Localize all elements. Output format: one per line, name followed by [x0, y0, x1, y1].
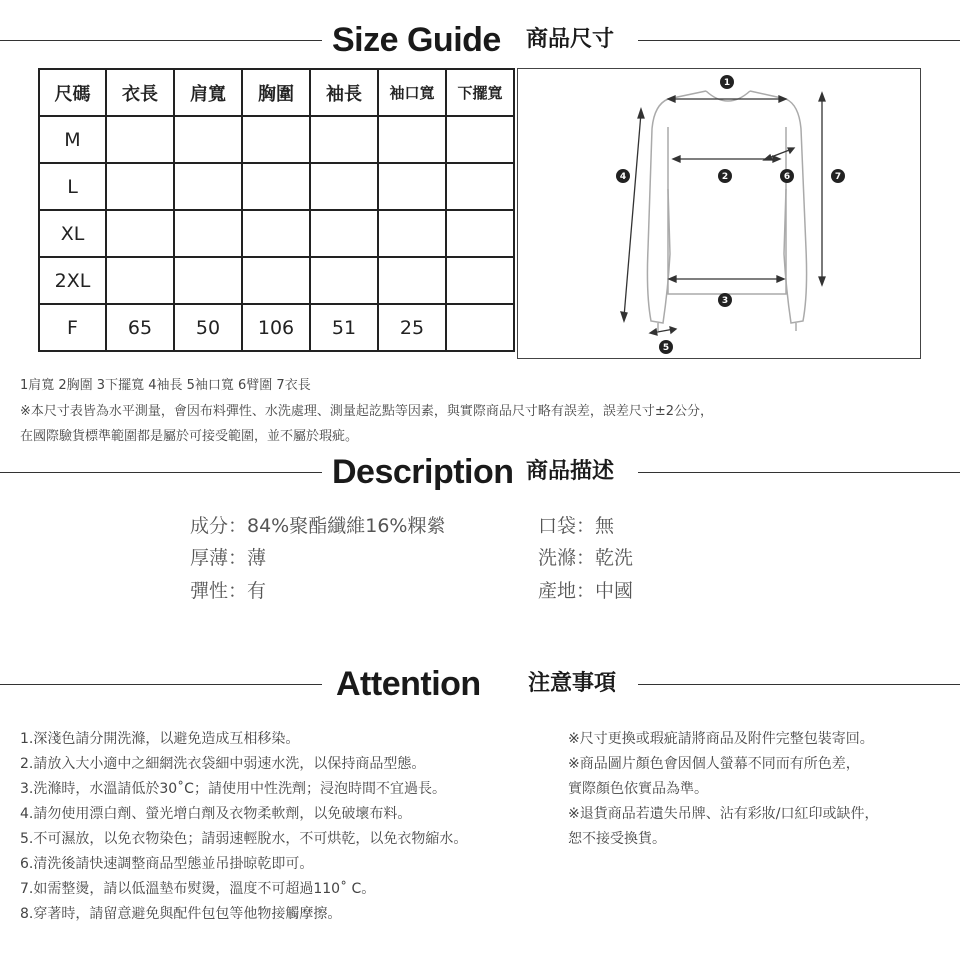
- attention-title-zh: 注意事項: [528, 671, 617, 696]
- table-row: [39, 304, 514, 351]
- table-cell: [174, 257, 242, 304]
- table-cell: 2XL: [39, 257, 106, 304]
- table-cell: [446, 210, 514, 257]
- heading-rule-right: [638, 684, 960, 685]
- policy-item: ※退貨商品若遺失吊牌、沾有彩妝/口紅印或缺件，: [568, 806, 879, 822]
- table-cell: [378, 163, 446, 210]
- table-cell: [174, 210, 242, 257]
- table-cell: [310, 257, 378, 304]
- table-cell: [310, 116, 378, 163]
- policy-item: 實際顏色依實品為準。: [568, 781, 708, 797]
- header-cell-chest: 胸圍: [242, 69, 310, 116]
- header-cell-sleeve: 袖長: [310, 69, 378, 116]
- table-cell: [378, 116, 446, 163]
- table-cell: [106, 116, 174, 163]
- heading-rule-left: [0, 472, 322, 473]
- elasticity-text: 彈性：有: [190, 580, 267, 602]
- badge-label: 7: [834, 172, 842, 182]
- badge-6-icon: [780, 169, 794, 183]
- table-cell: 50: [174, 304, 242, 351]
- table-cell: 25: [378, 304, 446, 351]
- care-item: 4.請勿使用漂白劑、螢光增白劑及衣物柔軟劑，以免破壞布料。: [20, 806, 412, 822]
- badge-4-icon: [616, 169, 630, 183]
- table-cell: 51: [310, 304, 378, 351]
- garment-diagram: [517, 68, 921, 359]
- table-cell: 106: [242, 304, 310, 351]
- badge-label: 2: [721, 172, 729, 182]
- measure-disclaimer: ※本尺寸表皆為水平測量，會因布料彈性、水洗處理、測量起訖點等因素，與實際商品尺寸略有誤差，誤差尺寸±2公分，: [20, 404, 714, 419]
- table-row: [39, 257, 514, 304]
- table-cell: [378, 257, 446, 304]
- table-cell: [242, 116, 310, 163]
- origin-text: 產地：中國: [538, 580, 634, 602]
- attention-heading: [0, 664, 960, 704]
- table-cell: XL: [39, 210, 106, 257]
- table-cell: M: [39, 116, 106, 163]
- policy-item: ※尺寸更換或瑕疵請將商品及附件完整包裝寄回。: [568, 731, 874, 747]
- heading-rule-left: [0, 40, 322, 41]
- table-row: [39, 210, 514, 257]
- description-title-en: Description: [332, 453, 514, 491]
- header-cell-size: 尺碼: [39, 69, 106, 116]
- badge-label: 1: [723, 78, 731, 88]
- care-item: 2.請放入大小適中之細網洗衣袋細中弱速水洗，以保持商品型態。: [20, 756, 426, 772]
- table-cell: [174, 163, 242, 210]
- care-item: 3.洗滌時，水溫請低於30˚C；請使用中性洗劑；浸泡時間不宜過長。: [20, 781, 446, 797]
- table-cell: [106, 257, 174, 304]
- badge-3-icon: [718, 293, 732, 307]
- header-cell-hem: 下擺寬: [446, 69, 514, 116]
- table-cell: [106, 210, 174, 257]
- badge-5-icon: [659, 340, 673, 354]
- policy-item: 恕不接受換貨。: [568, 831, 666, 847]
- table-cell: F: [39, 304, 106, 351]
- care-item: 6.清洗後請快速調整商品型態並吊掛晾乾即可。: [20, 856, 314, 872]
- heading-rule-left: [0, 684, 322, 685]
- size-guide-title-zh: 商品尺寸: [526, 27, 615, 52]
- table-row: [39, 116, 514, 163]
- table-cell: [242, 257, 310, 304]
- table-cell: [446, 163, 514, 210]
- attention-title-en: Attention: [336, 665, 481, 703]
- care-item: 5.不可濕放，以免衣物染色；請弱速輕脫水，不可烘乾，以免衣物縮水。: [20, 831, 468, 847]
- thickness-text: 厚薄：薄: [190, 547, 267, 569]
- table-row: [39, 163, 514, 210]
- material-text: 成分：84%聚酯纖維16%粿縈: [190, 515, 446, 537]
- garment-measure-illustration: [518, 69, 920, 358]
- care-item: 7.如需整燙，請以低溫墊布熨燙，溫度不可超過110˚ C。: [20, 881, 376, 897]
- table-cell: L: [39, 163, 106, 210]
- table-cell: [446, 257, 514, 304]
- header-cell-shoulder: 肩寬: [174, 69, 242, 116]
- badge-label: 6: [783, 172, 791, 182]
- table-cell: 65: [106, 304, 174, 351]
- badge-2-icon: [718, 169, 732, 183]
- heading-rule-right: [638, 40, 960, 41]
- badge-1-icon: [720, 75, 734, 89]
- size-table: [38, 68, 515, 352]
- table-cell: [310, 210, 378, 257]
- table-cell: [446, 116, 514, 163]
- table-cell: [242, 163, 310, 210]
- table-cell: [106, 163, 174, 210]
- table-cell: [310, 163, 378, 210]
- care-item: 8.穿著時，請留意避免與配件包包等他物接觸摩擦。: [20, 906, 342, 922]
- size-guide-title-en: Size Guide: [332, 21, 501, 59]
- size-guide-heading: [0, 20, 960, 60]
- table-cell: [174, 116, 242, 163]
- measure-legend: 1肩寬 2胸圍 3下擺寬 4袖長 5袖口寬 6臂圍 7衣長: [20, 378, 311, 393]
- table-cell: [242, 210, 310, 257]
- policy-item: ※商品圖片顏色會因個人螢幕不同而有所色差，: [568, 756, 860, 772]
- badge-label: 5: [662, 343, 670, 353]
- table-cell: [378, 210, 446, 257]
- care-item: 1.深淺色請分開洗滌，以避免造成互相移染。: [20, 731, 300, 747]
- badge-7-icon: [831, 169, 845, 183]
- header-cell-length: 衣長: [106, 69, 174, 116]
- badge-label: 3: [721, 296, 729, 306]
- description-heading: [0, 452, 960, 492]
- heading-rule-right: [638, 472, 960, 473]
- pocket-text: 口袋：無: [538, 515, 615, 537]
- header-cell-cuff: 袖口寬: [378, 69, 446, 116]
- table-cell: [446, 304, 514, 351]
- badge-label: 4: [619, 172, 627, 182]
- measure-disclaimer-cont: 在國際驗貨標準範圍都是屬於可接受範圍，並不屬於瑕疵。: [20, 429, 359, 444]
- description-title-zh: 商品描述: [526, 459, 615, 484]
- washing-text: 洗滌：乾洗: [538, 547, 634, 569]
- size-table-header-row: [39, 69, 514, 116]
